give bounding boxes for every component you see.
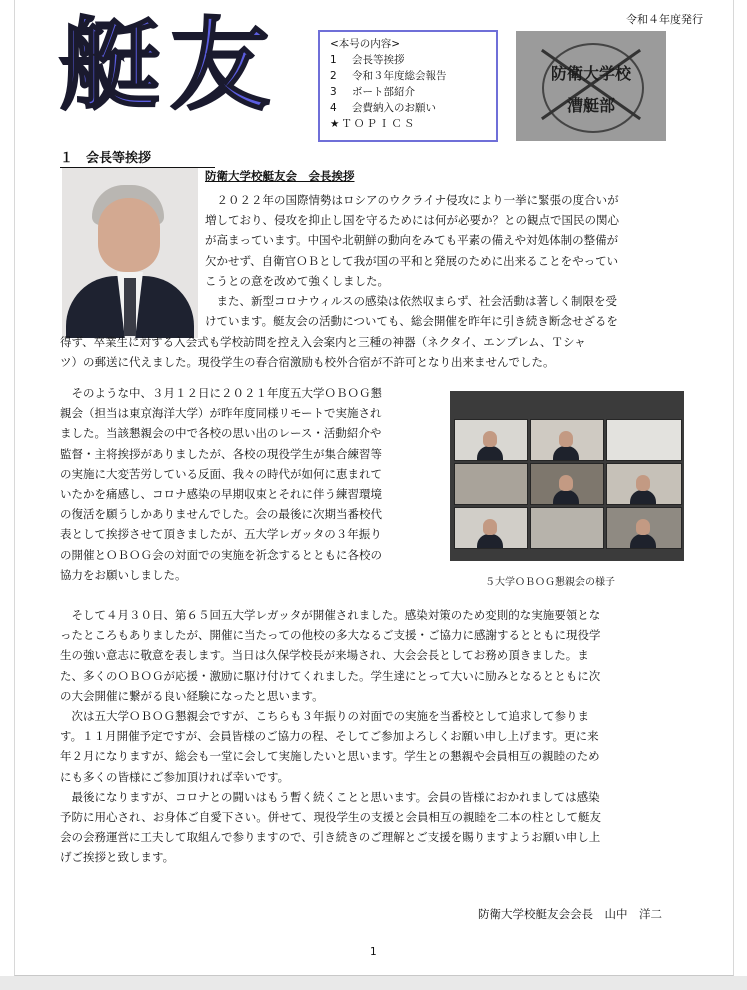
text-line: また、新型コロナウィルスの感染は依然収まらず、社会活動は著しく制限を受 (205, 294, 618, 309)
text-line: の実施に大変苦労している反面、我々の時代が如何に恵まれて (60, 466, 382, 481)
text-line: 会の会務運営に工夫して取組んで参りますので、引き続きのご理解とご支援を賜りますようお願い申し上 (60, 830, 601, 845)
body-text-wide-1 (60, 332, 586, 372)
masthead-title: 艇友 (60, 7, 280, 124)
greeting-subheading: 防衛大学校艇友会 会長挨拶 (205, 169, 355, 183)
participant-figure (559, 475, 573, 491)
text-line: 協力をお願いしました。 (60, 567, 187, 582)
text-line: 表として挨拶させて頂きましたが、五大学レガッタの３年振り (60, 527, 382, 542)
online-meeting-photo (450, 391, 684, 561)
rowing-club-logo (516, 31, 666, 141)
toc-item-number: 4 (330, 102, 337, 114)
text-line: ツ）の郵送に代えました。現役学生の春合宿激励も校外合宿が不許可となり出来ませんでした。 (60, 355, 555, 370)
table-of-contents (318, 30, 498, 142)
text-line: の復活を願うしかありませんでした。会の最後に次期当番校代 (60, 507, 382, 522)
portrait-tie (124, 278, 136, 336)
text-line: の開催とＯＢＯＧ会の対面での実施を祈念するとともに各校の (60, 547, 382, 562)
text-line: いたかを痛感し、コロナ感染の早期収束とそれに伴う練習環境 (60, 487, 382, 502)
participant-figure (483, 519, 497, 535)
text-line: が高まっています。中国や北朝鮮の動向をみても平素の備えや対処体制の整備が (205, 233, 619, 248)
signature-line: 防衛大学校艇友会会長 山中 洋二 (478, 907, 662, 921)
toc-item-label: 会長等挨拶 (352, 54, 405, 66)
text-line: そのような中、３月１２日に２０２１年度五大学ＯＢＯＧ懇 (60, 386, 382, 400)
body-text-wide-2 (60, 605, 601, 868)
meeting-tile (606, 419, 682, 461)
text-line: ２０２２年の国際情勢はロシアのウクライナ侵攻により一挙に緊張の度合いが (205, 193, 619, 207)
text-line: けています。艇友会の活動についても、総会開催を昨年に引き続き断念せざるを (205, 314, 618, 329)
section-heading: １ 会長等挨拶 (60, 147, 215, 168)
chairman-portrait (62, 168, 198, 338)
toc-item-label: 会費納入のお願い (352, 102, 436, 114)
text-line: す。１１月開催予定ですが、会員皆様のご協力の程、そしてご参加よろしくお願い申し上げます。更に来 (60, 729, 599, 744)
text-line: にも多くの皆様にご参加頂ければ幸いです。 (60, 769, 290, 784)
body-text-left (60, 383, 382, 585)
toc-item-label: 令和３年度総会報告 (352, 70, 447, 82)
logo-main-text: 防衛大学校 (550, 64, 631, 83)
text-line: 得ず、卒業生に対する入会式も学校訪問を控え入会案内と三種の神器（ネクタイ、エンブレム、Ｔシャ (60, 335, 586, 349)
meeting-tile (530, 507, 604, 549)
toc-heading: <本号の内容> (330, 38, 401, 50)
text-line: た、多くのＯＢＯＧが応援・激励に駆け付けてくれました。学生達にとって大いに励みとなるとともに次 (60, 668, 601, 683)
toc-item-number: 1 (330, 54, 337, 66)
text-line: 増しており、侵攻を抑止し国を守るためには何が必要か？との観点で国民の関心 (205, 213, 619, 228)
text-line: ました。当該懇親会の中で各校の思い出のレース・活動紹介や (60, 426, 382, 441)
toc-item (330, 52, 496, 68)
text-line: 次は五大学ＯＢＯＧ懇親会ですが、こちらも３年振りの対面での実施を当番校として追求して参りま (60, 709, 589, 724)
text-line: 欠かせず、自衛官ＯＢとして我が国の平和と発展のために出来ることをやってい (205, 253, 619, 268)
text-line: 年２月になりますが、総会も一堂に会して実施したいと思います。学生との懇親や会員相互の親睦のため (60, 749, 600, 764)
text-line: 予防に用心され、お身体ご自愛下さい。併せて、現役学生の支援と会員相互の親睦を二本の柱として艇友 (60, 810, 601, 825)
text-line: そして４月３０日、第６５回五大学レガッタが開催されました。感染対策のため変則的な実施要領とな (60, 608, 601, 622)
participant-figure (636, 475, 650, 491)
text-line: ったところもありましたが、開催に当たっての他校の多大なるご支援・ご協力に感謝するとともに現役学 (60, 628, 601, 643)
toc-item-number: 2 (330, 70, 337, 82)
text-line: 監督・主将挨拶がありましたが、各校の現役学生が集合練習等 (60, 446, 382, 461)
toc-item-number: 3 (330, 86, 337, 98)
issue-label: 令和４年度発行 (626, 13, 703, 26)
meeting-tile (454, 463, 528, 505)
text-line: の大会開催に繋がる良い経験になったと思います。 (60, 688, 324, 703)
text-line: げご挨拶と致します。 (60, 850, 175, 865)
toc-item (330, 84, 496, 100)
text-line: 親会（担当は東京海洋大学）が昨年度同様リモートで実施され (60, 406, 382, 421)
participant-figure (636, 519, 650, 535)
viewer-bottom-edge (0, 976, 747, 990)
text-line: 生の強い意志に敬意を表します。当日は久保学校長が来場され、大会会長としてお務め頂きました。ま (60, 648, 589, 663)
portrait-face (98, 198, 160, 272)
photo-caption: ５大学ＯＢＯＧ懇親会の様子 (485, 577, 615, 588)
toc-item (330, 100, 496, 116)
toc-topics: ★ＴＯＰＩＣＳ (330, 118, 417, 130)
page-number: 1 (370, 946, 377, 958)
toc-item-label: ボート部紹介 (352, 86, 415, 98)
logo-sub-text: 漕艇部 (566, 96, 615, 115)
text-line: 最後になりますが、コロナとの闘いはもう暫く続くことと思います。会員の皆様におかれましては感染 (60, 789, 600, 804)
text-line: こうとの意を改めて強くしました。 (205, 273, 389, 288)
body-text-top (205, 190, 619, 331)
toc-item (330, 68, 496, 84)
participant-figure (559, 431, 573, 447)
participant-figure (483, 431, 497, 447)
